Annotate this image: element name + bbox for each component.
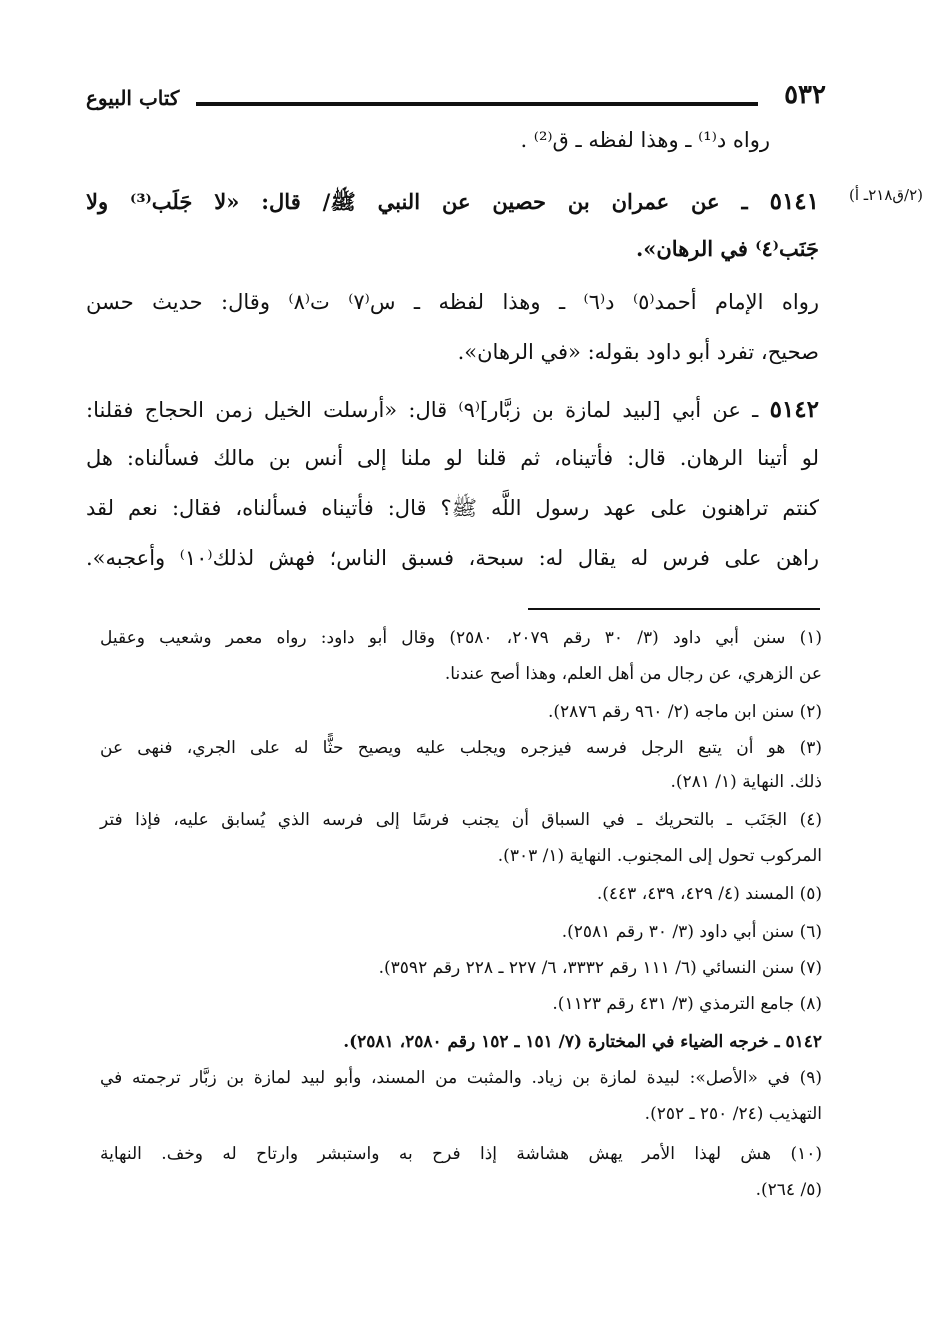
footnote-6: (٦) سنن أبي داود (٣/ ٣٠ رقم ٢٥٨١). bbox=[561, 922, 822, 942]
hadith-5142-line2: لو أتينا الرهان. قال: فأتيناه، ثم قلنا لو ملنا إلى أنس بن مالك فسألناه: هل bbox=[86, 446, 819, 470]
footnote-10-line1: (١٠) هش لهذا الأمر يهش هشاشة إذا فرح به واستبشر وارتاح له وخف. النهاية bbox=[100, 1144, 822, 1164]
hadith-5141-text-1: ـ عن عمران بن حصين عن النبي ﷺ/ قال: «لا جَلَب⁽³⁾ ولا bbox=[86, 189, 748, 214]
hadith-5142-text-1: ـ عن أبي [لبيد لمازة بن زبَّار]⁽٩⁾ قال: «أرسلت الخيل زمن الحجاج فقلنا: bbox=[86, 398, 759, 422]
footnote-2: (٢) سنن ابن ماجه (٢/ ٩٦٠ رقم ٢٨٧٦). bbox=[547, 702, 822, 722]
margin-reference: (٢/ق٢١٨ـ أ) bbox=[849, 186, 923, 204]
footnote-7: (٧) سنن النسائي (٦/ ١١١ رقم ٣٣٣٢، ٦/ ٢٢٧ ـ ٢٢٨ رقم ٣٥٩٢). bbox=[378, 958, 822, 978]
footnote-4-line1: (٤) الجَنَب ـ بالتحريك ـ في السباق أن يجنب فرسًا إلى فرسه الذي يُسابق عليه، فإذا فتر bbox=[100, 810, 822, 830]
footnote-3-line2: ذلك. النهاية (١/ ٢٨١). bbox=[670, 772, 822, 792]
hadith-5142-number: ٥١٤٢ bbox=[769, 396, 819, 423]
footnote-1-line1: (١) سنن أبي داود (٣/ ٣٠ رقم ٢٠٧٩، ٢٥٨٠) وقال أبو داود: رواه معمر وشعيب وعقيل bbox=[100, 628, 822, 648]
footnote-5142: ٥١٤٢ ـ خرجه الضياء في المختارة (٧/ ١٥١ ـ ١٥٢ رقم ٢٥٨٠، ٢٥٨١). bbox=[343, 1032, 822, 1052]
footnote-1-line2: عن الزهري، عن رجال من أهل العلم، وهذا أصح عندنا. bbox=[444, 664, 822, 684]
footnote-separator bbox=[528, 608, 820, 610]
hadith-5142-line1 bbox=[86, 396, 819, 424]
hadith-5142-line3: كنتم تراهنون على عهد رسول اللَّه ﷺ؟ قال: فأتيناه فسألناه، فقال: نعم لقد bbox=[86, 496, 819, 520]
hadith-5141-line2: جَنَب⁽٤⁾ في الرهان». bbox=[635, 236, 819, 261]
footnote-8: (٨) جامع الترمذي (٣/ ٤٣١ رقم ١١٢٣). bbox=[552, 994, 822, 1014]
footnote-10-line2: (٥/ ٢٦٤). bbox=[755, 1180, 822, 1200]
footnote-5: (٥) المسند (٤/ ٤٢٩، ٤٣٩، ٤٤٣). bbox=[596, 884, 822, 904]
hadith-5141-narration-2: صحيح، تفرد أبو داود بقوله: «في الرهان». bbox=[457, 340, 819, 364]
footnote-4-line2: المركوب تحول إلى المجنوب. النهاية (١/ ٣٠٣). bbox=[497, 846, 822, 866]
header-rule bbox=[196, 102, 758, 106]
book-title: كتاب البيوع bbox=[86, 86, 180, 110]
page-number: ٥٣٢ bbox=[784, 80, 826, 110]
page-header bbox=[86, 80, 826, 120]
footnote-9-line2: التهذيب (٢٤/ ٢٥٠ ـ ٢٥٢). bbox=[644, 1104, 822, 1124]
hadith-5141-line1 bbox=[86, 188, 819, 216]
intro-line: رواه د⁽¹⁾ ـ وهذا لفظه ـ ق⁽²⁾ . bbox=[520, 128, 770, 152]
footnote-9-line1: (٩) في «الأصل»: لبيدة لمازة بن زياد. والمثبت من المسند، وأبو لبيد لمازة بن زبَّار ترجمته في bbox=[100, 1068, 822, 1088]
hadith-5141-number: ٥١٤١ bbox=[769, 188, 820, 215]
hadith-5142-line4: راهن على فرس له يقال له: سبحة، فسبق الناس؛ فهش لذلك⁽١٠⁾ وأعجبه». bbox=[86, 546, 819, 570]
footnote-3-line1: (٣) هو أن يتبع الرجل فرسه فيزجره ويجلب عليه ويصيح حثًّا له على الجري، فنهى عن bbox=[100, 738, 822, 758]
hadith-5141-narration-1: رواه الإمام أحمد⁽٥⁾ د⁽٦⁾ ـ وهذا لفظه ـ س⁽٧⁾ ت⁽٨⁾ وقال: حديث حسن bbox=[86, 290, 819, 314]
